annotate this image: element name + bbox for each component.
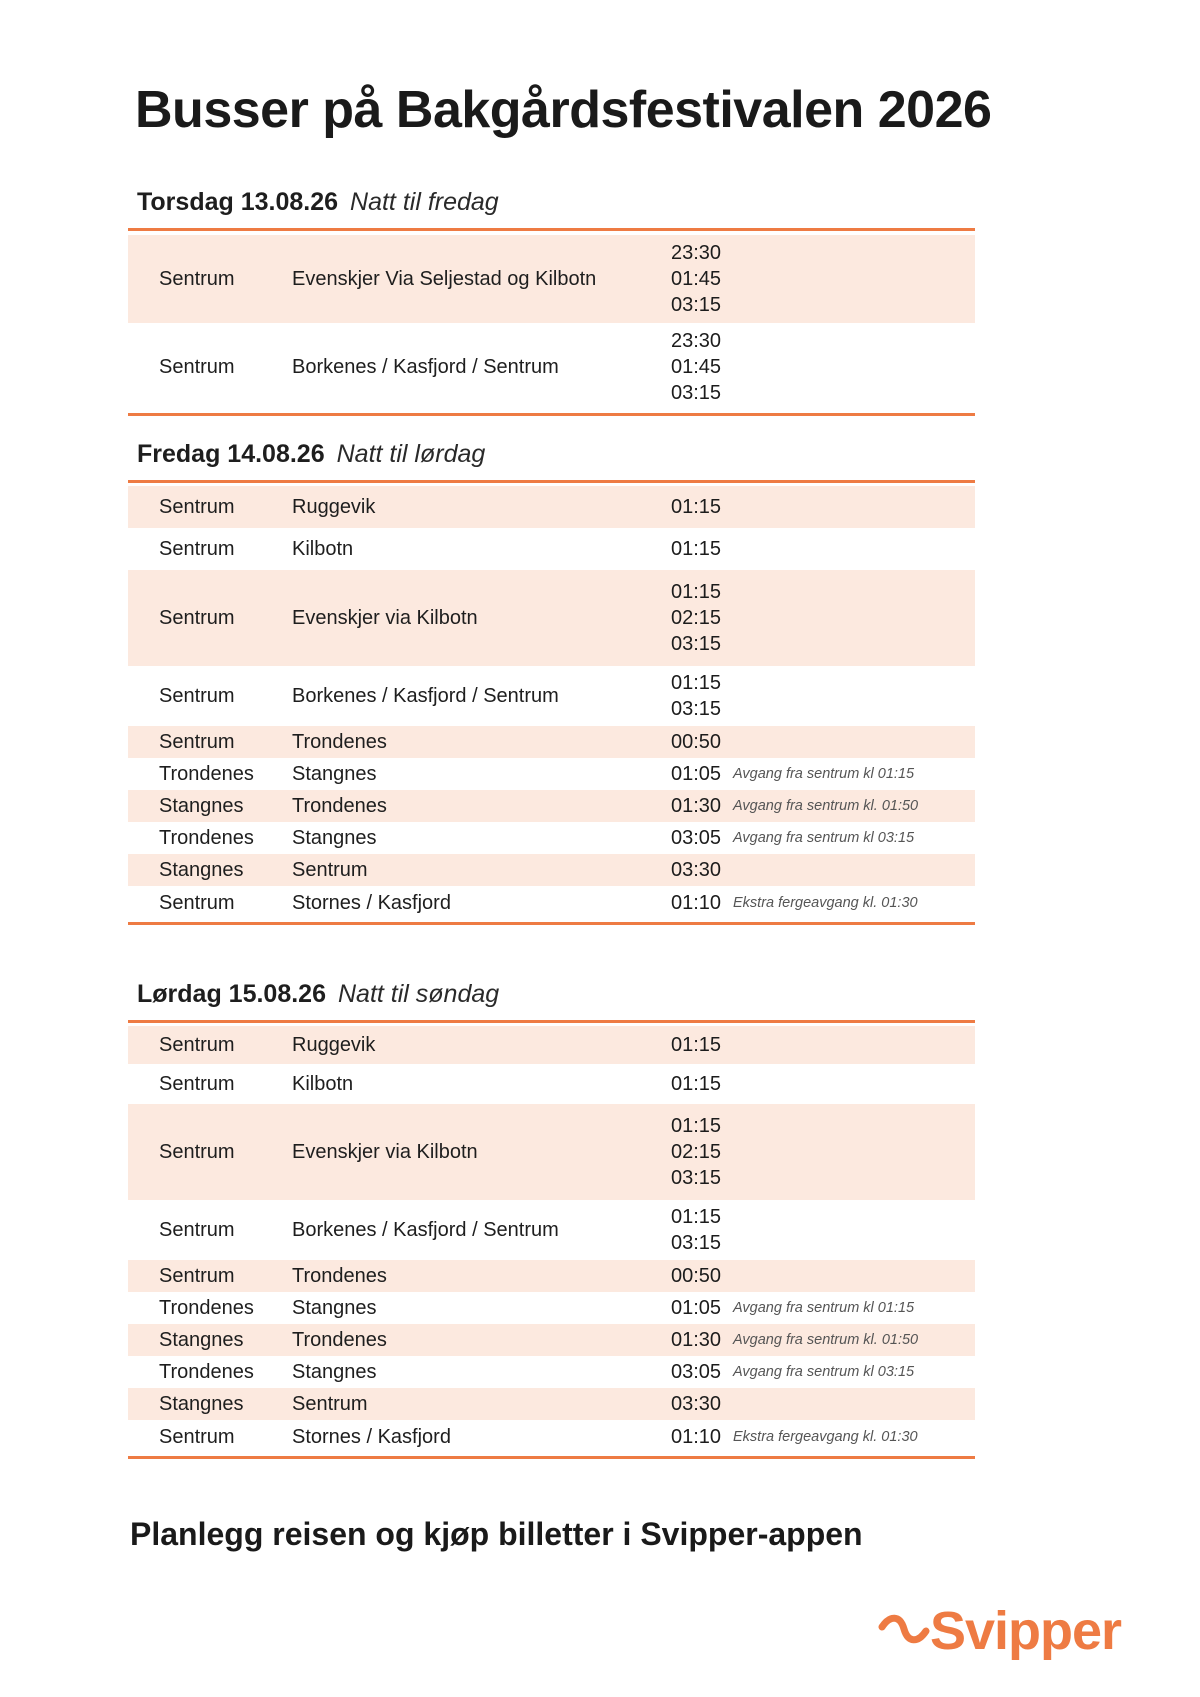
section-day: Torsdag 13.08.26 [137,188,339,216]
destination: Borkenes / Kasfjord / Sentrum [292,684,559,707]
departure-stop: Trondenes [159,762,254,785]
table-row [128,570,975,666]
departure-time: 01:05 [670,1297,722,1319]
section-rows [128,483,975,922]
destination: Stornes / Kasfjord [292,1425,451,1448]
departure-note: Avgang fra sentrum kl 01:15 [733,766,915,782]
departure-time: 00:50 [670,1265,722,1287]
departure-stop: Sentrum [159,1072,235,1095]
table-row [128,790,975,822]
table-row [128,1356,975,1388]
section-heading [128,440,975,472]
departure-stop: Trondenes [159,1360,254,1383]
departure-time: 01:30 [670,1329,722,1351]
departure-stop: Sentrum [159,1264,235,1287]
departure-time: 01:45 [670,356,722,378]
departure-time: 01:45 [670,268,722,290]
table-row [128,235,975,323]
table-row [128,886,975,920]
table-row [128,1388,975,1420]
destination: Stangnes [292,1360,377,1383]
departure-time: 02:15 [670,607,722,629]
table-row [128,486,975,528]
departure-times [656,1292,736,1324]
destination: Kilbotn [292,1072,354,1095]
svipper-logo [878,1600,1121,1662]
departure-time: 01:15 [670,496,722,518]
departure-time: 00:50 [670,731,722,753]
departure-time: 03:30 [670,1393,722,1415]
table-row [128,758,975,790]
departure-time: 03:15 [670,698,722,720]
departure-time: 01:15 [670,1034,722,1056]
departure-times [656,570,736,666]
section-night: Natt til søndag [337,980,500,1008]
table-row [128,1026,975,1064]
departure-times [656,235,736,323]
destination: Stangnes [292,1296,377,1319]
logo-wordmark: Svipper [930,1601,1122,1661]
departure-times [656,822,736,854]
table-row [128,1104,975,1200]
section-night: Natt til lørdag [336,440,486,468]
departure-time: 01:15 [670,1073,722,1095]
destination: Evenskjer Via Seljestad og Kilbotn [292,267,597,290]
table-row [128,854,975,886]
table-row [128,726,975,758]
departure-times [656,1356,736,1388]
section-day: Fredag 14.08.26 [137,440,325,468]
departure-times [656,1388,736,1420]
departure-time: 02:15 [670,1141,722,1163]
departure-times [656,1260,736,1292]
departure-note: Avgang fra sentrum kl 01:15 [733,1300,915,1316]
departure-note: Avgang fra sentrum kl. 01:50 [733,1332,919,1348]
departure-times [656,726,736,758]
departure-stop: Sentrum [159,495,235,518]
departure-stop: Stangnes [159,1328,244,1351]
destination: Kilbotn [292,537,354,560]
departure-stop: Sentrum [159,1140,235,1163]
departure-stop: Sentrum [159,537,235,560]
departure-time: 01:15 [670,672,722,694]
section-day: Lørdag 15.08.26 [137,980,326,1008]
destination: Sentrum [292,858,368,881]
table-row [128,822,975,854]
departure-stop: Stangnes [159,794,244,817]
departure-times [656,1064,736,1104]
departure-times [656,323,736,411]
timetable-section [128,980,975,1459]
departure-stop: Trondenes [159,1296,254,1319]
departure-time: 03:15 [670,294,722,316]
page-title: Busser på Bakgårdsfestivalen 2026 [135,81,992,139]
departure-stop: Trondenes [159,826,254,849]
table-row [128,1260,975,1292]
departure-stop: Stangnes [159,858,244,881]
departure-stop: Stangnes [159,1392,244,1415]
section-bottom-rule [128,1456,975,1459]
departure-time: 01:05 [670,763,722,785]
departure-stop: Sentrum [159,730,235,753]
table-row [128,1200,975,1260]
swoosh-icon [878,1611,930,1651]
departure-time: 03:30 [670,859,722,881]
table-row [128,1064,975,1104]
departure-note: Avgang fra sentrum kl 03:15 [733,830,915,846]
departure-times [656,790,736,822]
departure-stop: Sentrum [159,355,235,378]
table-row [128,1324,975,1356]
departure-stop: Sentrum [159,1218,235,1241]
departure-time: 03:15 [670,1232,722,1254]
departure-times [656,528,736,570]
destination: Trondenes [292,794,387,817]
section-bottom-rule [128,413,975,416]
departure-stop: Sentrum [159,267,235,290]
departure-note: Ekstra fergeavgang kl. 01:30 [733,1429,918,1445]
timetable-section [128,440,975,925]
departure-times [656,886,736,920]
departure-times [656,1420,736,1454]
departure-times [656,486,736,528]
destination: Borkenes / Kasfjord / Sentrum [292,1218,559,1241]
destination: Borkenes / Kasfjord / Sentrum [292,355,559,378]
section-rows [128,1023,975,1456]
section-night: Natt til fredag [350,188,499,216]
departure-time: 03:15 [670,633,722,655]
departure-time: 01:10 [670,892,722,914]
departure-time: 01:15 [670,1206,722,1228]
section-rows [128,231,975,413]
departure-time: 01:15 [670,581,722,603]
table-row [128,528,975,570]
departure-stop: Sentrum [159,684,235,707]
departure-note: Avgang fra sentrum kl. 01:50 [733,798,919,814]
departure-times [656,1324,736,1356]
destination: Evenskjer via Kilbotn [292,1140,478,1163]
departure-time: 23:30 [670,242,722,264]
table-row [128,666,975,726]
section-heading [128,980,975,1012]
section-heading [128,188,975,220]
footer-text: Planlegg reisen og kjøp billetter i Svipper-appen [130,1516,863,1552]
departure-time: 03:05 [670,827,722,849]
timetable-section [128,188,975,416]
departure-times [656,1200,736,1260]
departure-time: 23:30 [670,330,722,352]
departure-time: 03:15 [670,1167,722,1189]
departure-times [656,666,736,726]
departure-note: Ekstra fergeavgang kl. 01:30 [733,895,918,911]
departure-times [656,758,736,790]
destination: Trondenes [292,1264,387,1287]
departure-times [656,1104,736,1200]
table-row [128,323,975,411]
destination: Stangnes [292,762,377,785]
destination: Ruggevik [292,495,376,518]
destination: Stornes / Kasfjord [292,891,451,914]
departure-times [656,854,736,886]
departure-time: 03:15 [670,382,722,404]
destination: Stangnes [292,826,377,849]
table-row [128,1292,975,1324]
departure-stop: Sentrum [159,891,235,914]
departure-time: 01:15 [670,1115,722,1137]
departure-time: 03:05 [670,1361,722,1383]
destination: Sentrum [292,1392,368,1415]
departure-times [656,1026,736,1064]
destination: Evenskjer via Kilbotn [292,606,478,629]
departure-note: Avgang fra sentrum kl 03:15 [733,1364,915,1380]
table-row [128,1420,975,1454]
departure-time: 01:15 [670,538,722,560]
destination: Ruggevik [292,1033,376,1056]
destination: Trondenes [292,730,387,753]
destination: Trondenes [292,1328,387,1351]
departure-stop: Sentrum [159,1425,235,1448]
departure-time: 01:10 [670,1426,722,1448]
departure-stop: Sentrum [159,606,235,629]
departure-time: 01:30 [670,795,722,817]
departure-stop: Sentrum [159,1033,235,1056]
section-bottom-rule [128,922,975,925]
